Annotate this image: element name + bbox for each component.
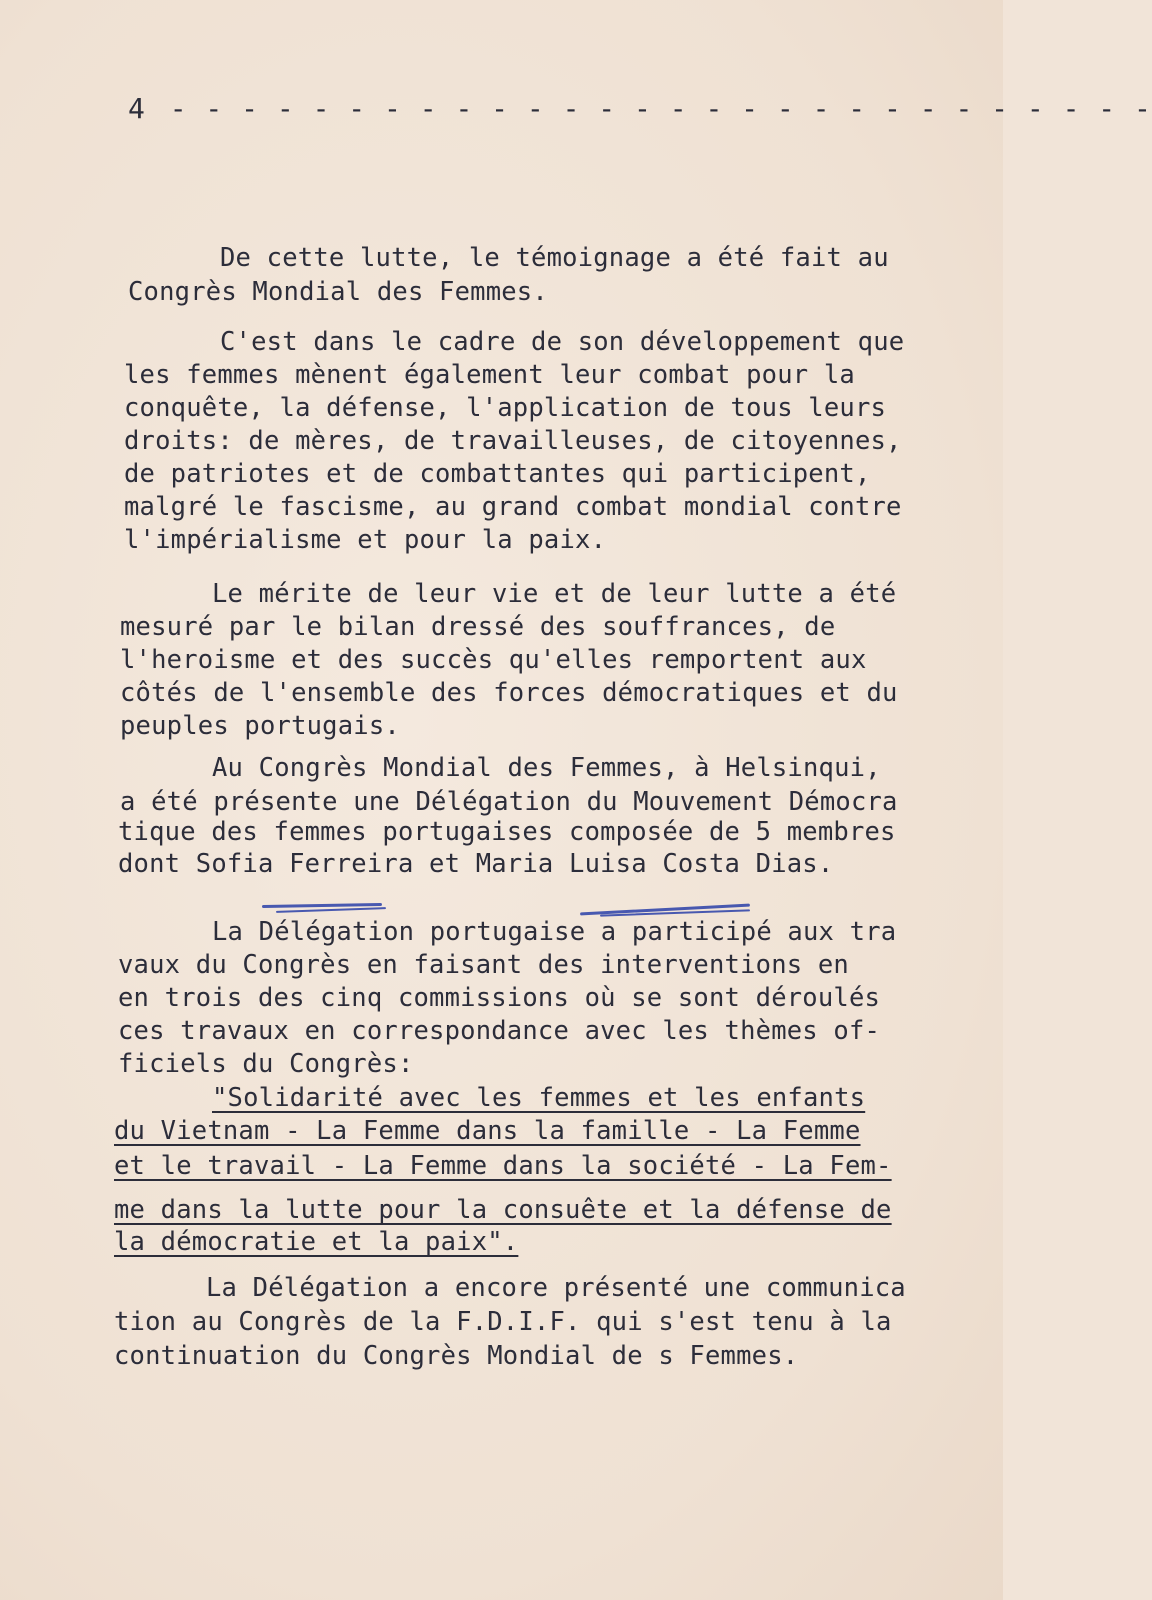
text-line: continuation du Congrès Mondial de s Femmes. [114, 1341, 799, 1371]
text-line: tion au Congrès de la F.D.I.F. qui s'est tenu à la [114, 1307, 892, 1337]
text-line: et le travail - La Femme dans la société - La Fem- [114, 1151, 892, 1181]
text-line: en trois des cinq commissions où se sont déroulés [118, 983, 881, 1013]
page-number: 4 [128, 92, 145, 125]
text-line: De cette lutte, le témoignage a été fait au [220, 243, 889, 273]
pen-underline-mark [276, 907, 386, 913]
text-line: ces travaux en correspondance avec les thèmes of- [118, 1016, 881, 1046]
text-line: la démocratie et la paix". [114, 1227, 519, 1257]
text-line: La Délégation portugaise a participé aux tra [212, 917, 897, 947]
text-line: "Solidarité avec les femmes et les enfants [212, 1083, 866, 1113]
text-line: les femmes mènent également leur combat pour la [124, 360, 855, 390]
text-line: dont Sofia Ferreira et Maria Luisa Costa Dias. [118, 849, 834, 879]
text-line: l'heroisme et des succès qu'elles remportent aux [120, 645, 867, 675]
text-line: malgré le fascisme, au grand combat mondial contre [124, 492, 902, 522]
text-line: droits: de mères, de travailleuses, de citoyennes, [124, 426, 902, 456]
text-line: tique des femmes portugaises composée de 5 membres [118, 817, 896, 847]
text-line: me dans la lutte pour la consuête et la défense de [114, 1195, 892, 1225]
text-line: conquête, la défense, l'application de tous leurs [124, 393, 887, 423]
text-line: ficiels du Congrès: [118, 1049, 414, 1079]
text-line: l'impérialisme et pour la paix. [124, 525, 607, 555]
text-line: vaux du Congrès en faisant des interventions en [118, 950, 849, 980]
text-line: de patriotes et de combattantes qui participent, [124, 459, 871, 489]
text-line: Le mérite de leur vie et de leur lutte a été [212, 579, 897, 609]
text-line: C'est dans le cadre de son développement que [220, 327, 905, 357]
text-line: du Vietnam - La Femme dans la famille - La Femme [114, 1116, 861, 1146]
text-line: mesuré par le bilan dressé des souffrances, de [120, 612, 836, 642]
text-line: La Délégation a encore présenté une communica [206, 1273, 906, 1303]
text-line: Au Congrès Mondial des Femmes, à Helsinqui, [212, 753, 881, 783]
text-line: peuples portugais. [120, 711, 400, 741]
text-line: a été présente une Délégation du Mouvement Démocra [120, 787, 898, 817]
header-dashes: - - - - - - - - - - - - - - - - - - - - - - - - - - - - [169, 92, 1152, 125]
page-header [128, 92, 1152, 125]
text-line: Congrès Mondial des Femmes. [128, 277, 548, 307]
text-line: côtés de l'ensemble des forces démocratiques et du [120, 678, 898, 708]
